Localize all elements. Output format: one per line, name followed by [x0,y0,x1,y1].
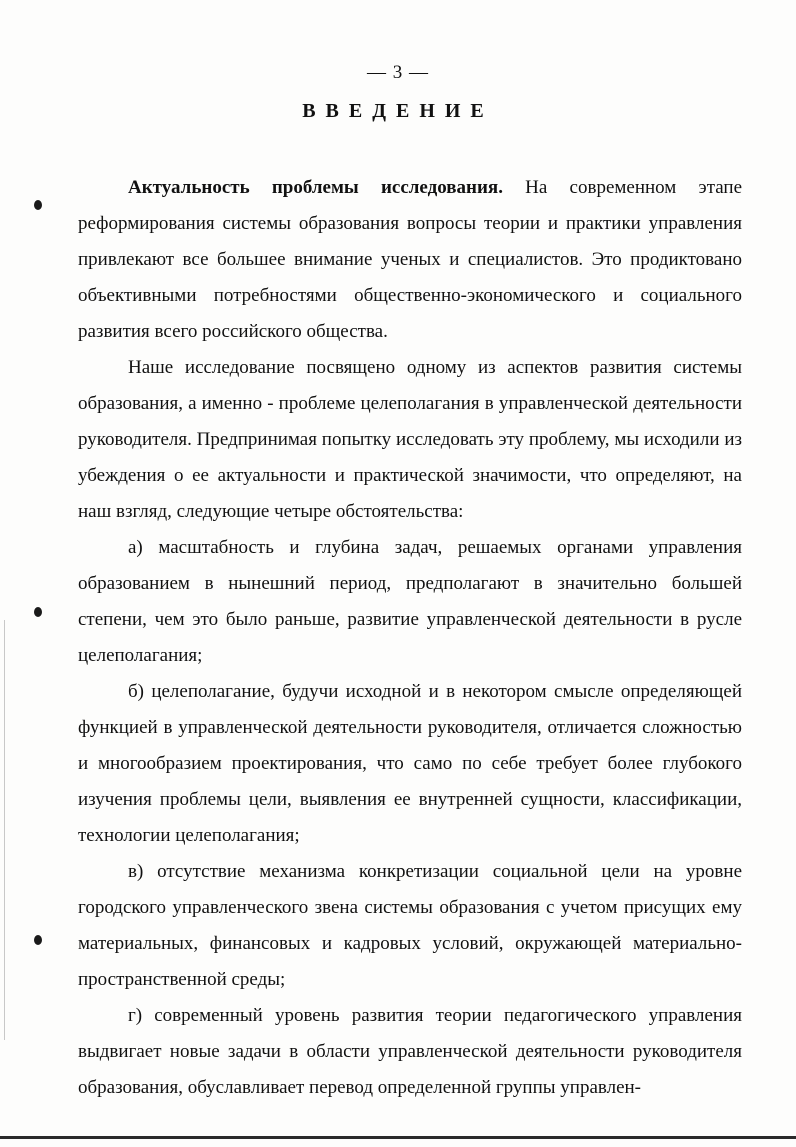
relevance-lead: Актуальность проблемы исследования. [128,177,503,198]
paragraph-item-g: г) современный уровень развития теории педагогического управления выдвигает новые задачи в области управленческой деятельности руководителя образования, обуславливает перевод определенной группы управлен- [78,1005,742,1098]
scan-bottom-edge [0,1136,796,1139]
binding-hole-mark [34,200,42,210]
paragraph-item-a: а) масштабность и глубина задач, решаемых органами управления образованием в нынешний период, предполагают в значительно большей степени, чем это было раньше, развитие управленческой деятельности в русле целеполагания; [78,537,742,666]
section-heading: ВВЕДЕНИЕ [302,100,494,122]
binding-hole-mark [34,607,42,617]
binding-hole-mark [34,935,42,945]
scan-edge-line [4,620,5,1040]
body-text [78,170,742,1106]
paragraph-item-b: б) целеполагание, будучи исходной и в некотором смысле определяющей функцией в управленческой деятельности руководителя, отличается сложностью и многообразием проектирования, что само по себе требует более глубокого изучения проблемы цели, выявления ее внутренней сущности, классификации, технологии целеполагания; [78,681,742,846]
paragraph-item-v: в) отсутствие механизма конкретизации социальной цели на уровне городского управленческого звена системы образования с учетом присущих ему материальных, финансовых и кадровых условий, окружающей материально-пространственной среды; [78,861,742,990]
page-number: — 3 — [367,62,429,83]
paragraph-relevance [78,170,742,350]
paragraph-research-focus: Наше исследование посвящено одному из аспектов развития системы образования, а именно - проблеме целеполагания в управленческой деятельности руководителя. Предпринимая попытку исследовать эту проблему, мы исходили из убеждения о ее актуальности и практической значимости, что определяют, на наш взгляд, следующие четыре обстоятельства: [78,357,742,522]
relevance-text: На современном этапе реформирования системы образования вопросы теории и практики управления привлекают все большее внимание ученых и специалистов. Это продиктовано объективными потребностями общественно-экономического и социального развития всего российского общества. [78,177,743,342]
